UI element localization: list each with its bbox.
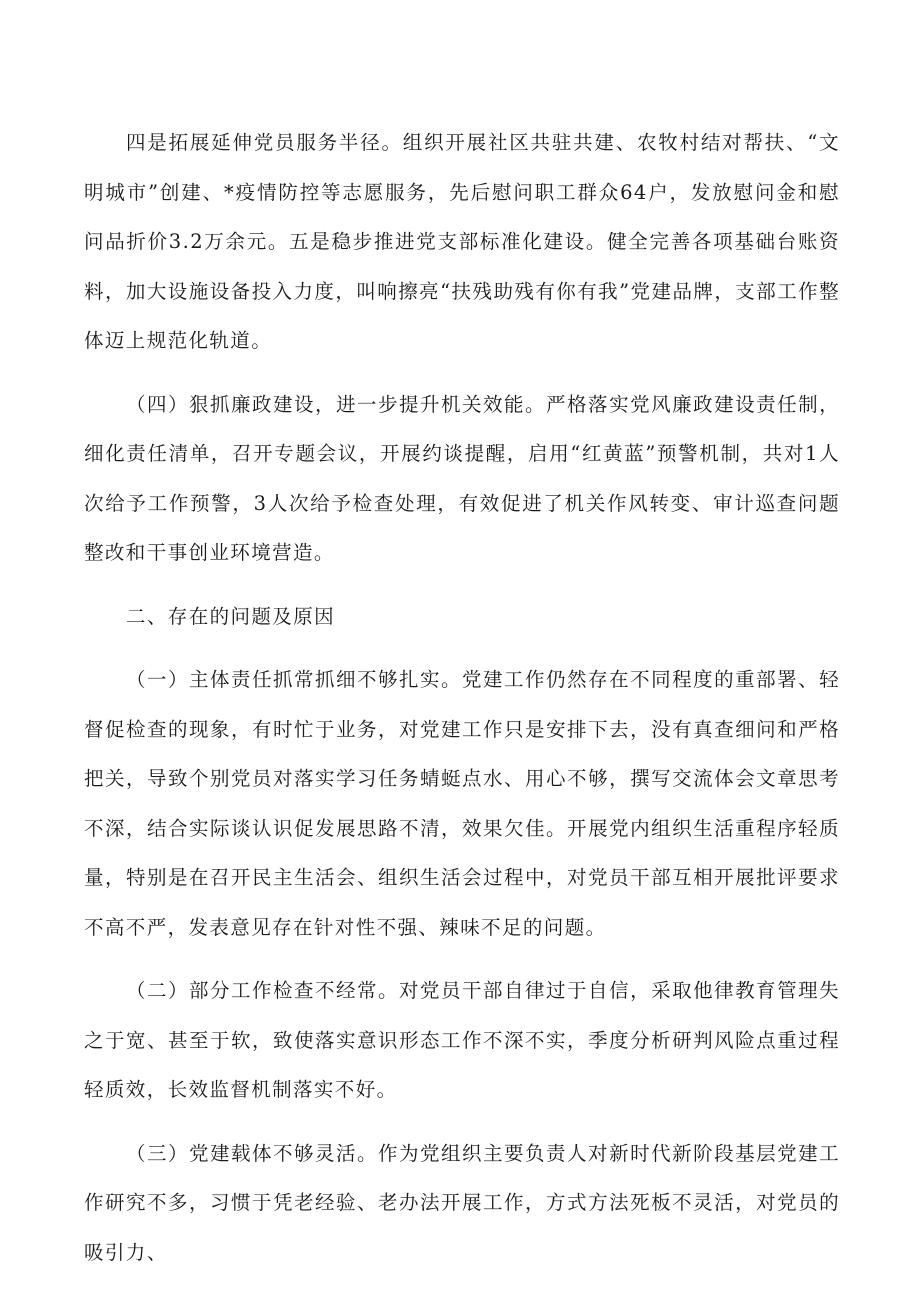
paragraph-volunteer-service: 四是拓展延伸党员服务半径。组织开展社区共驻共建、农牧村结对帮扶、“文明城市”创建、*疫情防控等志愿服务，先后慰问职工群众64户，发放慰问金和慰问品折价3.2万余元。五是稳步推进党支部标准化建设。健全完善各项基础台账资料，加大设施设备投入力度，叫响擦亮“扶残助残有你有我”党建品牌，支部工作整体迈上规范化轨道。 [84,131,840,352]
paragraph-inspection: （二）部分工作检查不经常。对党员干部自律过于自信，采取他律教育管理失之于宽、甚至于软，致使落实意识形态工作不深不实，季度分析研判风险点重过程轻质效，长效监督机制落实不好。 [84,979,840,1101]
paragraph-responsibility: （一）主体责任抓常抓细不够扎实。党建工作仍然存在不同程度的重部署、轻督促检查的现象，有时忙于业务，对党建工作只是安排下去，没有真查细问和严格把关，导致个别党员对落实学习任务蜻蜓点水、用心不够，撰写交流体会文章思考不深，结合实际谈认识促发展思路不清，效果欠佳。开展党内组织生活重程序轻质量，特别是在召开民主生活会、组织生活会过程中，对党员干部互相开展批评要求不高不严，发表意见存在针对性不强、辣味不足的问题。 [84,668,840,939]
section-heading-problems: 二、存在的问题及原因 [126,604,336,628]
paragraph-anticorruption: （四）狠抓廉政建设，进一步提升机关效能。严格落实党风廉政建设责任制，细化责任清单，召开专题会议，开展约谈提醒，启用“红黄蓝”预警机制，共对1人次给予工作预警，3人次给予检查处理，有效促进了机关作风转变、审计巡查问题整改和干事创业环境营造。 [84,392,840,564]
document-page [84,118,840,1277]
paragraph-carrier: （三）党建载体不够灵活。作为党组织主要负责人对新时代新阶段基层党建工作研究不多，习惯于凭老经验、老办法开展工作，方式方法死板不灵活，对党员的吸引力、 [84,1141,840,1264]
